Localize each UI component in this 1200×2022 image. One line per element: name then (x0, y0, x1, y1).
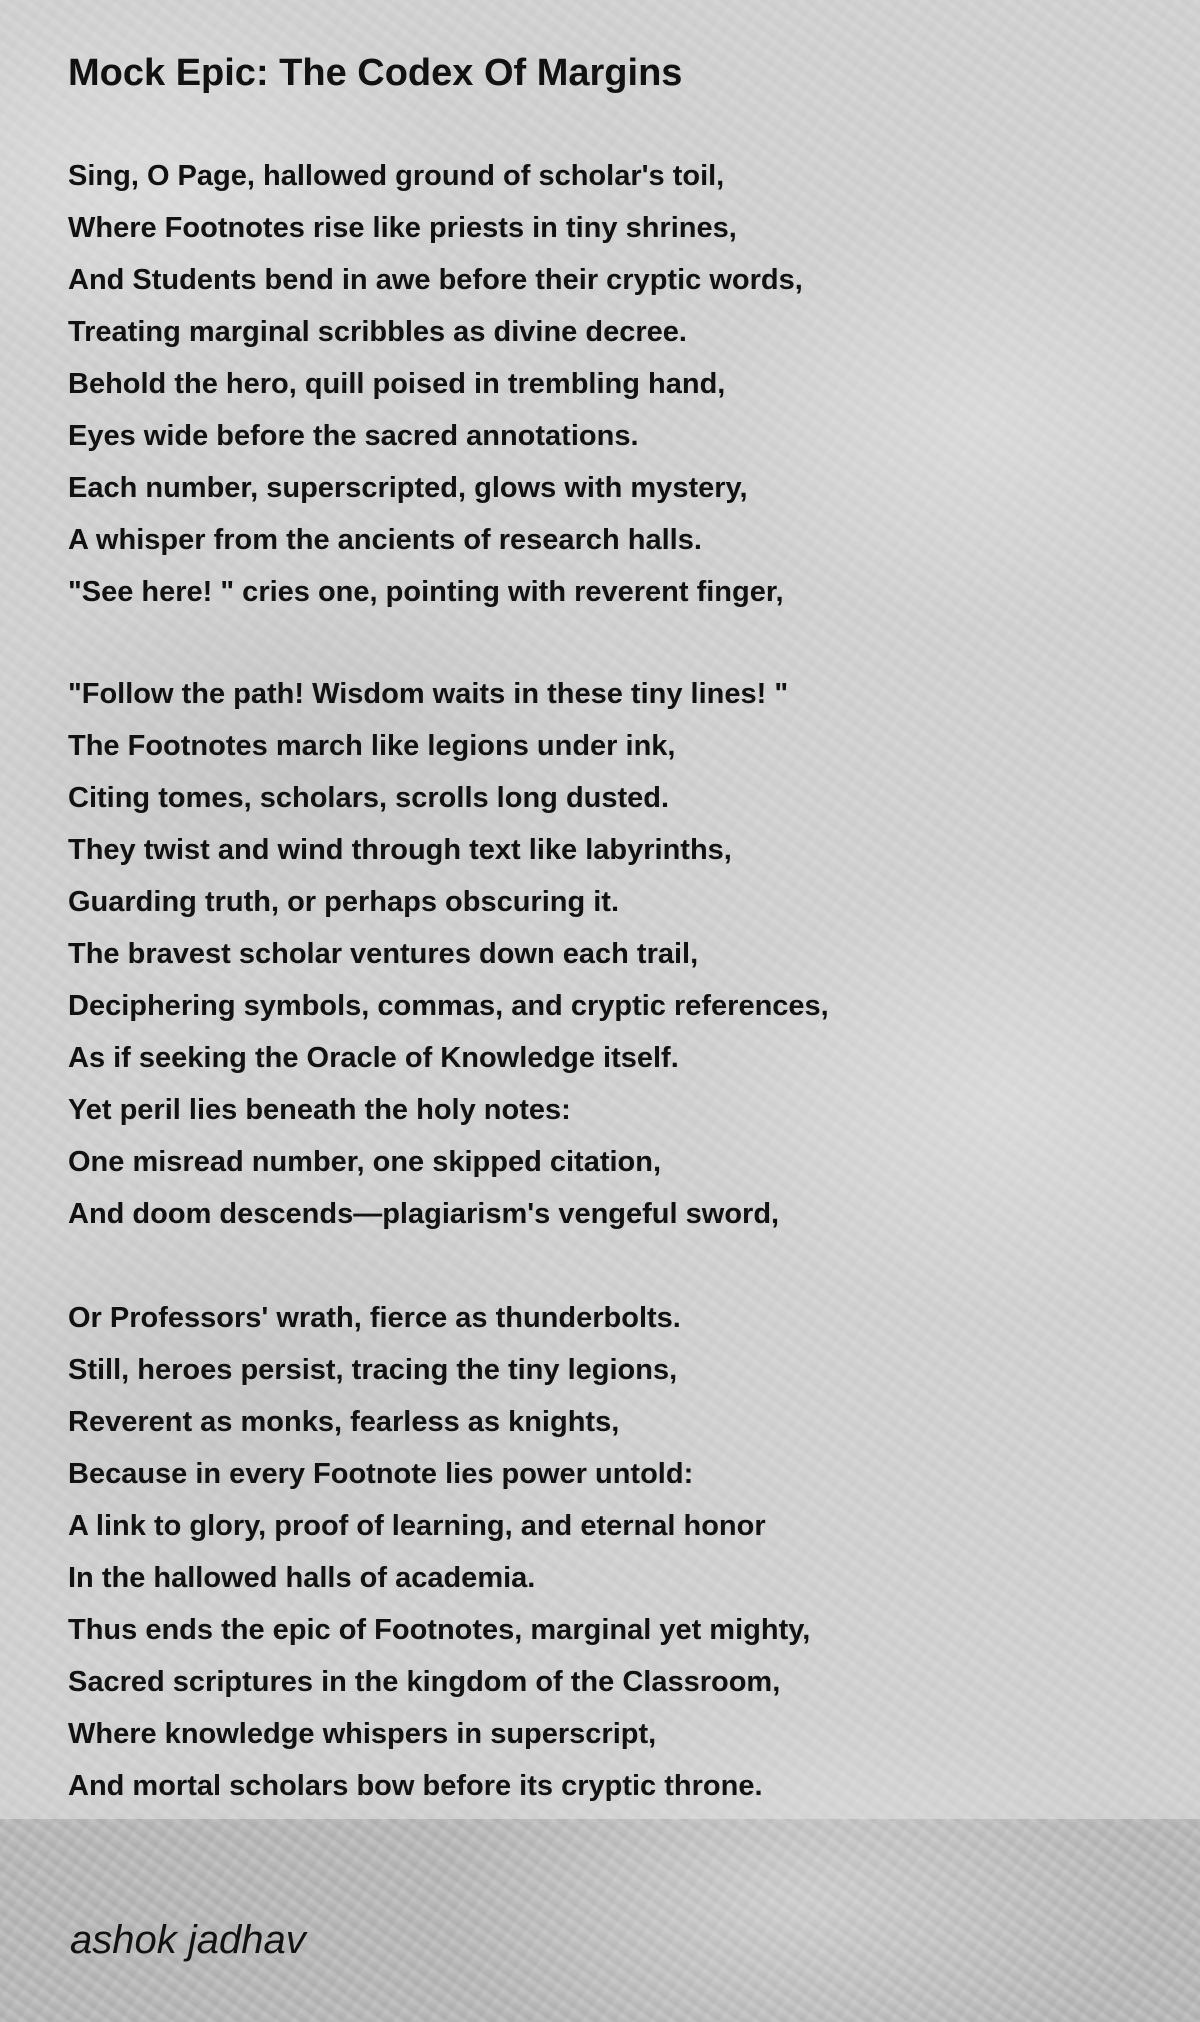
poem-line: And Students bend in awe before their cryptic words, (68, 264, 803, 296)
poem-line: Treating marginal scribbles as divine decree. (68, 316, 687, 348)
poem-line: Or Professors' wrath, fierce as thunderbolts. (68, 1302, 681, 1334)
poem-line: Where knowledge whispers in superscript, (68, 1718, 657, 1750)
poem-title: Mock Epic: The Codex Of Margins (68, 52, 683, 94)
poem-line: Still, heroes persist, tracing the tiny legions, (68, 1354, 678, 1386)
poem-line: Yet peril lies beneath the holy notes: (68, 1094, 571, 1126)
poem-line: Where Footnotes rise like priests in tiny shrines, (68, 212, 737, 244)
poem-line: "Follow the path! Wisdom waits in these tiny lines! " (68, 678, 789, 710)
poem-line: As if seeking the Oracle of Knowledge itself. (68, 1042, 679, 1074)
poem-line: Citing tomes, scholars, scrolls long dusted. (68, 782, 670, 814)
poem-line: Behold the hero, quill poised in trembling hand, (68, 368, 726, 400)
poem-line: A link to glory, proof of learning, and eternal honor (68, 1510, 766, 1542)
poem-line: Sing, O Page, hallowed ground of scholar's toil, (68, 160, 725, 192)
poem-line: Thus ends the epic of Footnotes, marginal yet mighty, (68, 1614, 811, 1646)
poem-line: Deciphering symbols, commas, and cryptic references, (68, 990, 829, 1022)
poem-line: Sacred scriptures in the kingdom of the Classroom, (68, 1666, 781, 1698)
poem-line: A whisper from the ancients of research halls. (68, 524, 702, 556)
poem-line: The Footnotes march like legions under ink, (68, 730, 676, 762)
poem-line: Reverent as monks, fearless as knights, (68, 1406, 620, 1438)
stanza-3 (68, 1292, 810, 1812)
poem-line: One misread number, one skipped citation, (68, 1146, 662, 1178)
poem-line: And doom descends—plagiarism's vengeful sword, (68, 1198, 780, 1230)
stanza-2 (68, 668, 829, 1240)
author-name: ashok jadhav (70, 1918, 306, 1962)
poem-line: The bravest scholar ventures down each trail, (68, 938, 699, 970)
poem-line: And mortal scholars bow before its cryptic throne. (68, 1770, 763, 1802)
poem-line: Guarding truth, or perhaps obscuring it. (68, 886, 620, 918)
poem-line: Because in every Footnote lies power untold: (68, 1458, 694, 1490)
poem-line: In the hallowed halls of academia. (68, 1562, 536, 1594)
stanza-1 (68, 150, 803, 618)
poem-line: Each number, superscripted, glows with mystery, (68, 472, 748, 504)
poem-line: "See here! " cries one, pointing with reverent finger, (68, 576, 784, 608)
poem-line: Eyes wide before the sacred annotations. (68, 420, 639, 452)
poem-line: They twist and wind through text like labyrinths, (68, 834, 732, 866)
